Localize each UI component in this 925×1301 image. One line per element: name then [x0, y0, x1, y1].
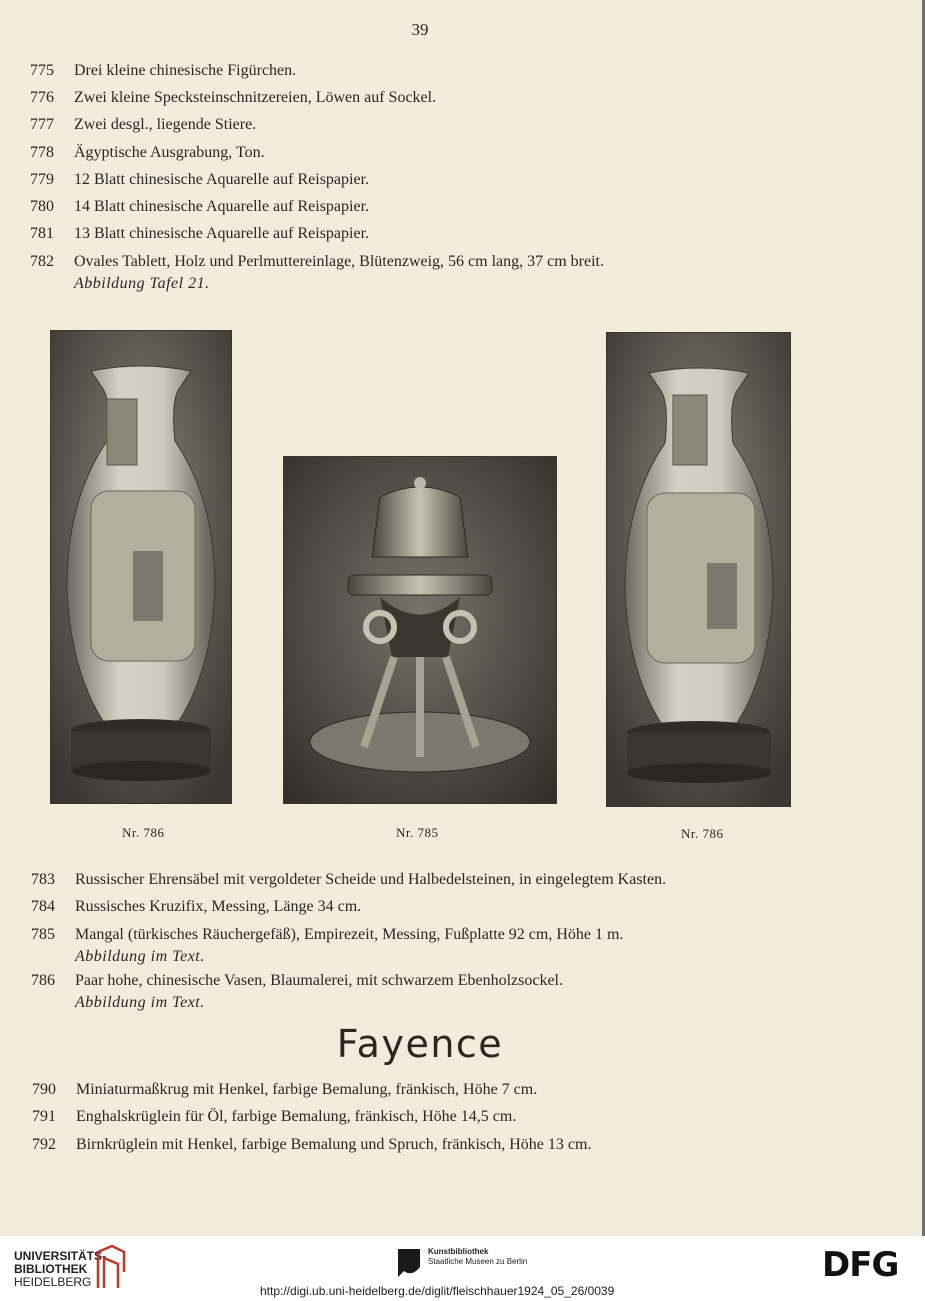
entry-text: Birnkrüglein mit Henkel, farbige Bemalung und Spruch, fränkisch, Höhe 13 cm.: [76, 1136, 592, 1153]
photo-vase-right: [606, 332, 791, 807]
page-number: 39: [411, 20, 429, 39]
ub-heidelberg-logo[interactable]: [14, 1250, 106, 1289]
entry-number: 780: [30, 198, 54, 215]
entry-text: Zwei desgl., liegende Stiere.: [74, 116, 257, 133]
kunstbibliothek-logo[interactable]: [428, 1247, 527, 1267]
entry-text: Drei kleine chinesische Figürchen.: [74, 62, 297, 79]
entry-text: 14 Blatt chinesische Aquarelle auf Reispapier.: [74, 198, 370, 215]
kb-logo-line1: Kunstbibliothek: [428, 1247, 489, 1256]
entry-number: 779: [30, 171, 54, 188]
kb-logo-line2: Staatliche Museen zu Berlin: [428, 1257, 528, 1266]
ub-emblem-icon: [94, 1242, 128, 1290]
entry-number: 791: [32, 1108, 56, 1125]
plate-caption-left: Nr. 786: [122, 825, 165, 840]
entry-text: Paar hohe, chinesische Vasen, Blaumalerei, mit schwarzem Ebenholzsockel.: [75, 972, 563, 989]
entry-number: 784: [31, 898, 55, 915]
entry-number: 792: [32, 1136, 56, 1153]
entry-text: Mangal (türkisches Räuchergefäß), Empirezeit, Messing, Fußplatte 92 cm, Höhe 1 m.: [75, 926, 624, 943]
entry-text: Ovales Tablett, Holz und Perlmuttereinlage, Blütenzweig, 56 cm lang, 37 cm breit.: [74, 253, 604, 270]
entry-text: Ägyptische Ausgrabung, Ton.: [74, 144, 265, 161]
photo-mangal: [283, 456, 557, 804]
entry-number: 775: [30, 62, 54, 79]
section-heading-fayence: Fayence: [336, 1022, 504, 1066]
permalink-url[interactable]: http://digi.ub.uni-heidelberg.de/diglit/fleischhauer1924_05_26/0039: [260, 1284, 615, 1298]
photo-vase-left: [50, 330, 232, 804]
entry-text: Zwei kleine Specksteinschnitzereien, Löwen auf Sockel.: [74, 89, 437, 106]
entry-text: Miniaturmaßkrug mit Henkel, farbige Bemalung, fränkisch, Höhe 7 cm.: [76, 1081, 538, 1098]
vase-left-image: [51, 331, 231, 803]
entry-number: 783: [31, 871, 55, 888]
entry-text: 13 Blatt chinesische Aquarelle auf Reispapier.: [74, 225, 370, 242]
entry-illustration-ref: Abbildung im Text.: [75, 948, 205, 965]
entry-number: 782: [30, 253, 54, 270]
ub-logo-line2: BIBLIOTHEK: [14, 1262, 88, 1276]
entry-number: 790: [32, 1081, 56, 1098]
entry-number: 785: [31, 926, 55, 943]
entry-text: 12 Blatt chinesische Aquarelle auf Reispapier.: [74, 171, 370, 188]
ub-logo-line1: UNIVERSITÄTS-: [14, 1249, 107, 1263]
entry-number: 781: [30, 225, 54, 242]
entry-illustration-ref: Abbildung Tafel 21.: [74, 275, 210, 292]
entry-text: Enghalskrüglein für Öl, farbige Bemalung, fränkisch, Höhe 14,5 cm.: [76, 1108, 517, 1125]
dfg-logo[interactable]: DFG: [822, 1245, 899, 1285]
entry-text: Russischer Ehrensäbel mit vergoldeter Scheide und Halbedelsteinen, in eingelegtem Kasten.: [75, 871, 667, 888]
entry-number: 777: [30, 116, 54, 133]
plate-caption-right: Nr. 786: [681, 826, 724, 841]
entry-text: Russisches Kruzifix, Messing, Länge 34 cm.: [75, 898, 362, 915]
entry-number: 778: [30, 144, 54, 161]
ub-logo-line3: HEIDELBERG: [14, 1275, 92, 1289]
entry-illustration-ref: Abbildung im Text.: [75, 994, 205, 1011]
entry-number: 786: [31, 972, 55, 989]
kunstbibliothek-emblem-icon: [396, 1247, 422, 1279]
vase-right-image: [607, 333, 790, 806]
plate-caption-center: Nr. 785: [396, 825, 439, 840]
mangal-image: [284, 457, 556, 803]
entry-number: 776: [30, 89, 54, 106]
